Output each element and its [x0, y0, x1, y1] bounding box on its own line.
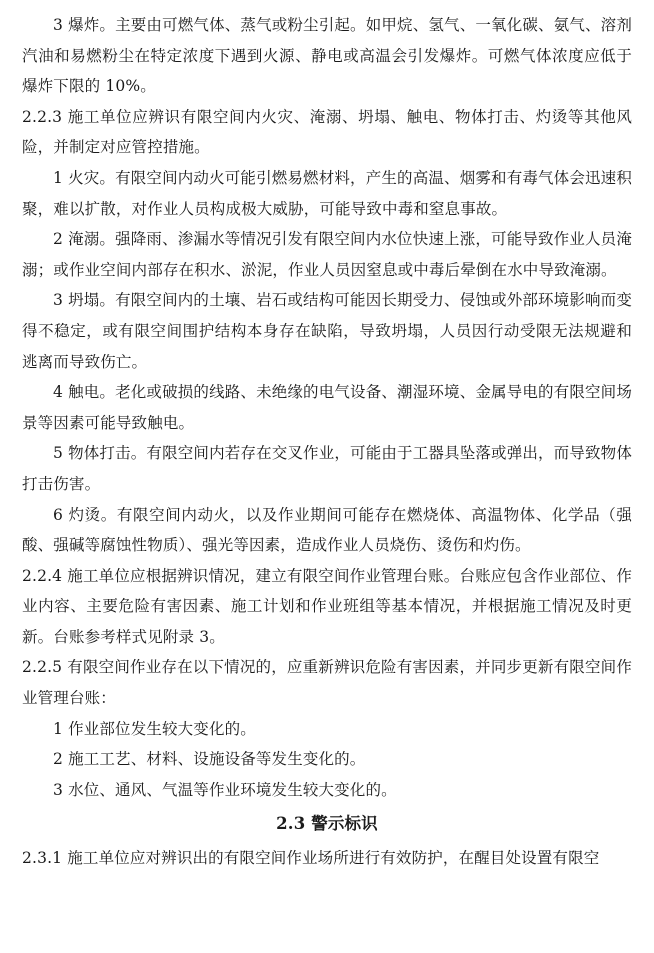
- change-item-2: 2 施工工艺、材料、设施设备等发生变化的。: [53, 750, 366, 769]
- section-heading-2-3: 2.3 警示标识: [276, 814, 378, 834]
- item-drowning: 2 淹溺。强降雨、渗漏水等情况引发有限空间内水位快速上涨，可能导致作业人员淹溺；或作业空间内部存在积水、淤泥，作业人员因窒息或中毒后晕倒在水中导致淹溺。: [22, 230, 632, 279]
- change-item-1: 1 作业部位发生较大变化的。: [53, 719, 256, 738]
- item-collapse: 3 坍塌。有限空间内的土壤、岩石或结构可能因长期受力、侵蚀或外部环境影响而变得不稳定，或有限空间围护结构本身存在缺陷，导致坍塌，人员因行动受限无法规避和逃离而导致伤亡。: [22, 291, 632, 371]
- item-electric-shock: 4 触电。老化或破损的线路、未绝缘的电气设备、潮湿环境、金属导电的有限空间场景等因素可能导致触电。: [22, 383, 632, 432]
- section-2-2-3: 2.2.3 施工单位应辨识有限空间内火灾、淹溺、坍塌、触电、物体打击、灼烫等其他风险，并制定对应管控措施。: [22, 107, 632, 157]
- section-2-3-1: 2.3.1 施工单位应对辨识出的有限空间作业场所进行有效防护，在醒目处设置有限空: [22, 849, 600, 868]
- item-object-strike: 5 物体打击。有限空间内若存在交叉作业，可能由于工器具坠落或弹出，而导致物体打击伤害。: [22, 444, 632, 493]
- section-2-2-4: 2.2.4 施工单位应根据辨识情况，建立有限空间作业管理台账。台账应包含作业部位、作业内容、主要危险有害因素、施工计划和作业班组等基本情况，并根据施工情况及时更新。台账参考样式见附录 3。: [22, 566, 632, 646]
- section-2-2-5: 2.2.5 有限空间作业存在以下情况的，应重新辨识危险有害因素，并同步更新有限空间作业管理台账：: [22, 658, 632, 708]
- item-explosion: 3 爆炸。主要由可燃气体、蒸气或粉尘引起。如甲烷、氢气、一氧化碳、氨气、溶剂汽油和易燃粉尘在特定浓度下遇到火源、静电或高温会引发爆炸。可燃气体浓度应低于爆炸下限的 10%。: [22, 16, 632, 96]
- item-burn: 6 灼烫。有限空间内动火，以及作业期间可能存在燃烧体、高温物体、化学品（强酸、强碱等腐蚀性物质）、强光等因素，造成作业人员烧伤、烫伤和灼伤。: [22, 505, 632, 555]
- change-item-3: 3 水位、通风、气温等作业环境发生较大变化的。: [53, 780, 397, 799]
- item-fire: 1 火灾。有限空间内动火可能引燃易燃材料，产生的高温、烟雾和有毒气体会迅速积聚，难以扩散，对作业人员构成极大威胁，可能导致中毒和窒息事故。: [22, 168, 632, 218]
